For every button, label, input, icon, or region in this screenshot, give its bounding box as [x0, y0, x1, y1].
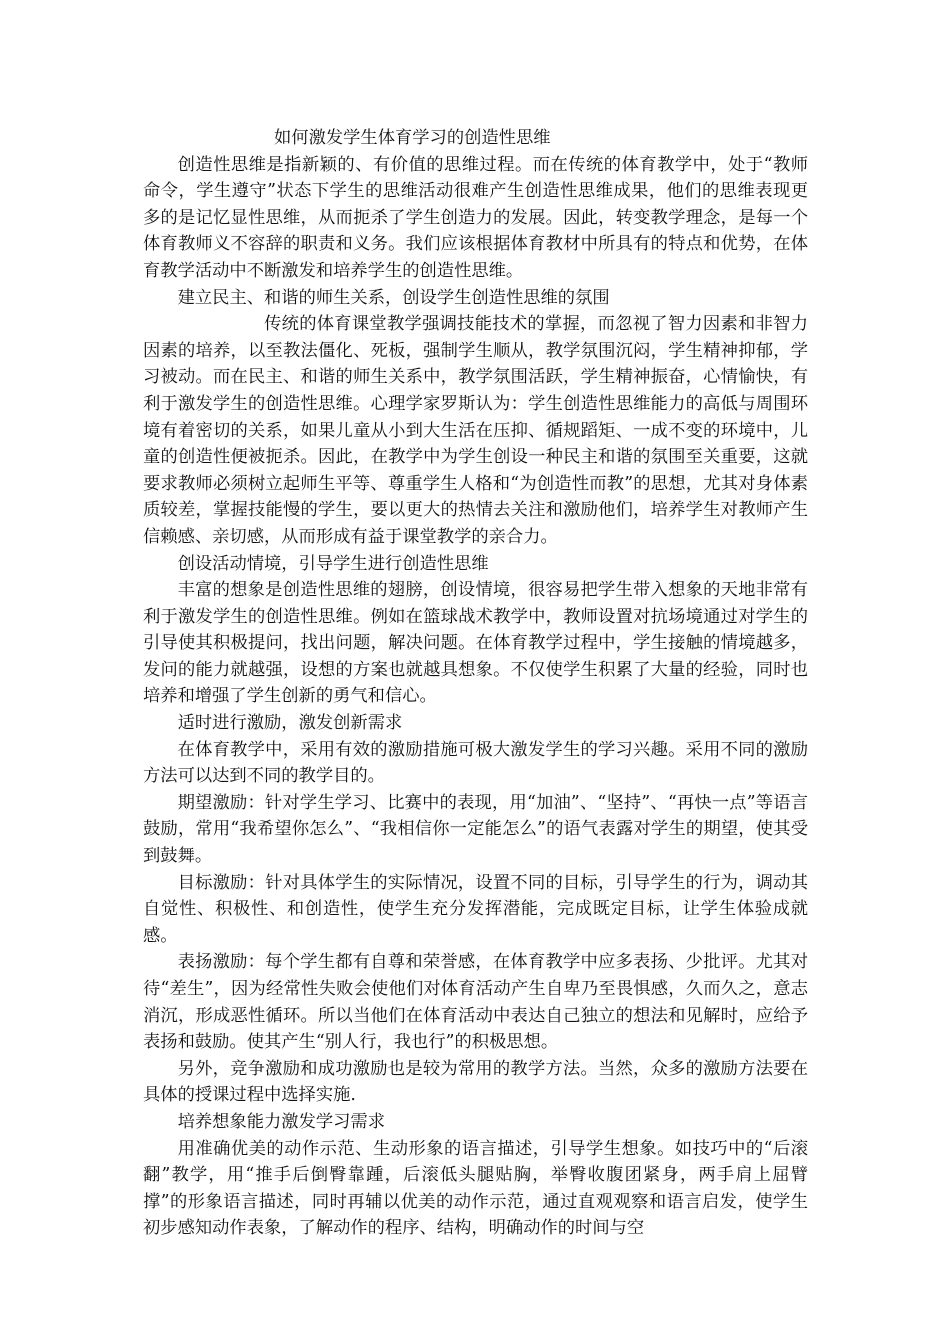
section-1-heading: 建立民主、和谐的师生关系，创设学生创造性思维的氛围: [177, 287, 610, 308]
section-4-heading: 培养想象能力激发学习需求: [177, 1111, 385, 1132]
section-2-paragraph-1: 丰富的想象是创造性思维的翅膀，创设情境，很容易把学生带入想象的天地非常有利于激发学生的创造性思维。例如在篮球战术教学中，教师设置对抗场境通过对学生的引导使其积极提问，找出问题，解决问题。在体育教学过程中，学生接触的情境越多，发问的能力就越强，设想的方案也就越具想象。不仅使学生积累了大量的经验，同时也培养和增强了学生创新的勇气和信心。: [143, 580, 808, 707]
section-3-paragraph-3: 目标激励：针对具体学生的实际情况，设置不同的目标，引导学生的行为，调动其自觉性、积极性、和创造性，使学生充分发挥潜能，完成既定目标，让学生体验成就感。: [143, 872, 808, 946]
section-1-paragraph-1: 传统的体育课堂教学强调技能技术的掌握，而忽视了智力因素和非智力因素的培养，以至教法僵化、死板，强制学生顺从，教学氛围沉闷，学生精神抑郁，学习被动。而在民主、和谐的师生关系中，教学氛围活跃，学生精神振奋，心情愉快，有利于激发学生的创造性思维。心理学家罗斯认为：学生创造性思维能力的高低与周围环境有着密切的关系，如果儿童从小到大生活在压抑、循规蹈矩、一成不变的环境中，儿童的创造性便被扼杀。因此，在教学中为学生创设一种民主和谐的氛围至关重要，这就要求教师必须树立起师生平等、尊重学生人格和“为创造性而教”的思想，尤其对身体素质较差，掌握技能慢的学生，要以更大的热情去关注和激励他们，培养学生对教师产生信赖感、亲切感，从而形成有益于课堂教学的亲合力。: [143, 314, 808, 547]
section-3-paragraph-5: 另外，竞争激励和成功激励也是较为常用的教学方法。当然，众多的激励方法要在具体的授课过程中选择实施.: [143, 1058, 808, 1106]
section-3-paragraph-2: 期望激励：针对学生学习、比赛中的表现，用“加油”、“坚持”、“再快一点”等语言鼓励，常用“我希望你怎么”、“我相信你一定能怎么”的语气表露对学生的期望，使其受到鼓舞。: [143, 792, 808, 867]
section-3-paragraph-4: 表扬激励：每个学生都有自尊和荣誉感，在体育教学中应多表扬、少批评。尤其对待“差生”，因为经常性失败会使他们对体育活动产生自卑乃至畏惧感，久而久之，意志消沉，形成恶性循环。所以当他们在体育活动中表达自己独立的想法和见解时，应给予表扬和鼓励。使其产生“别人行，我也行”的积极思想。: [143, 952, 808, 1053]
section-2-heading: 创设活动情境，引导学生进行创造性思维: [177, 553, 489, 574]
document-page: [143, 125, 808, 1242]
section-3-paragraph-1: 在体育教学中，采用有效的激励措施可极大激发学生的学习兴趣。采用不同的激励方法可以达到不同的教学目的。: [143, 739, 808, 787]
section-4-paragraph-1: 用准确优美的动作示范、生动形象的语言描述，引导学生想象。如技巧中的“后滚翻”教学，用“推手后倒臀靠踵，后滚低头腿贴胸，举臀收腹团紧身，两手肩上屈臂撑”的形象语言描述，同时再辅以优美的动作示范，通过直观观察和语言启发，使学生初步感知动作表象，了解动作的程序、结构，明确动作的时间与空: [143, 1138, 808, 1239]
document-title: 如何激发学生体育学习的创造性思维: [274, 128, 551, 148]
intro-paragraph: 创造性思维是指新颖的、有价值的思维过程。而在传统的体育教学中，处于“教师命令，学生遵守”状态下学生的思维活动很难产生创造性思维成果，他们的思维表现更多的是记忆显性思维，从而扼杀了学生创造力的发展。因此，转变教学理念，是每一个体育教师义不容辞的职责和义务。我们应该根据体育教材中所具有的特点和优势，在体育教学活动中不断激发和培养学生的创造性思维。: [143, 154, 808, 281]
section-3-heading: 适时进行激励，激发创新需求: [177, 713, 403, 734]
